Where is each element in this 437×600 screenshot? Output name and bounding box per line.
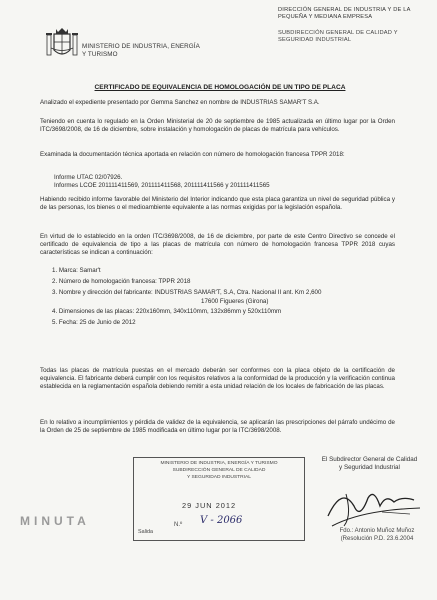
registry-stamp: [133, 457, 305, 541]
signer-name-block: [322, 528, 432, 543]
directorate-general: DIRECCIÓN GENERAL DE INDUSTRIA Y DE LA PEQUEÑA Y MEDIANA EMPRESA: [278, 7, 411, 20]
list-item: 3. Nombre y dirección del fabricante: INDUSTRIAS SAMAR'T, S.A, Ctra. Nacional II ant. Km 2,600: [52, 289, 322, 296]
signature-block: [312, 456, 427, 472]
stamp-date: 29 JUN 2012: [182, 501, 237, 510]
list-item: 1. Marca: Samar't: [52, 267, 101, 274]
paragraph-regulation: Teniendo en cuenta lo regulado en la Orden Ministerial de 20 de septiembre de 1985 actualizada en último lugar por la Orden ITC/3698/2008, de 16 de diciembre, sobre instalación y homologación de placas de matrícula para vehículos.: [40, 118, 395, 134]
signer-role: El Subdirector General de Calidad: [321, 456, 418, 463]
paragraph-intro: Analizado el expediente presentado por Gemma Sanchez en nombre de INDUSTRIAS SAMAR'T S.A.: [40, 99, 320, 106]
paragraph-noncompliance: En lo relativo a incumplimientos y pérdida de validez de la equivalencia, se aplicarán las prescripciones del párrafo undécimo de la Orden de 25 de septiembre de 1985 modificada en último lugar por la ITC/3698/2008.: [40, 419, 395, 435]
report-item: Informe UTAC 02/07926.: [54, 174, 123, 181]
paragraph-concession: En virtud de lo establecido en la orden ITC/3698/2008, de 16 de diciembre, por parte de este Centro Directivo se concede el certificado de equivalencia de tipo a las placas de matrícula con número de homologación francesa TPPR 2018 cuyas características se indican a continuación:: [40, 233, 395, 257]
minuta-watermark: MINUTA: [20, 514, 90, 528]
report-item: Informes LCOE 201111411569, 201111411568, 201111411566 y 201111411565: [54, 182, 270, 190]
list-item: 17600 Figueres (Girona): [201, 298, 269, 305]
stamp-salida: Salida: [138, 529, 153, 535]
subdirectorate: SUBDIRECCIÓN GENERAL DE CALIDAD Y SEGURIDAD INDUSTRIAL: [278, 30, 398, 43]
paragraph-favorable-report: Habiendo recibido informe favorable del Ministerio del Interior indicando que esta placa garantiza un nivel de seguridad pública y de las personas, los bienes o el medioambiente equivalente a las normas exigidas por la legislación española.: [40, 196, 395, 212]
spain-coat-of-arms-icon: [44, 26, 80, 60]
list-item: 5. Fecha: 25 de Junio de 2012: [52, 319, 136, 326]
document-title: CERTIFICADO DE EQUIVALENCIA DE HOMOLOGACIÓN DE UN TIPO DE PLACA: [94, 84, 346, 91]
handwritten-signature: [322, 476, 426, 532]
signer-name: Fdo.: Antonio Muñoz Muñoz: [339, 528, 415, 534]
stamp-line: Y SEGURIDAD INDUSTRIAL: [186, 475, 252, 480]
paragraph-examination: Examinada la documentación técnica aportada en relación con número de homologación francesa TPPR 2018:: [40, 151, 345, 158]
signer-role: y Seguridad Industrial: [339, 464, 400, 471]
paragraph-conformity: Todas las placas de matrícula puestas en el mercado deberán ser conformes con la placa objeto de la certificación de equivalencia. El fabricante deberá cumplir con los requisitos relativos a la conformidad de la producción y la verificación continua establecida en la reglamentación española debiendo remitir a esta unidad relación de los locales de fabricación de las placas.: [40, 367, 395, 391]
list-item: 2. Número de homologación francesa: TPPR 2018: [52, 278, 191, 285]
signer-resolution: (Resolución P.D. 23.6.2004: [340, 535, 414, 542]
stamp-line: SUBDIRECCIÓN GENERAL DE CALIDAD: [172, 468, 266, 473]
reports-list: [54, 174, 394, 190]
characteristics-list: [40, 267, 395, 362]
list-item: 4. Dimensiones de las placas: 220x160mm, 340x110mm, 132x86mm y 520x110mm: [52, 308, 282, 315]
stamp-number-label: N.º: [174, 522, 183, 528]
stamp-line: MINISTERIO DE INDUSTRIA, ENERGÍA Y TURISMO: [160, 461, 278, 466]
stamp-number: V - 2066: [200, 515, 243, 526]
ministry-name: MINISTERIO DE INDUSTRIA, ENERGÍA Y TURISMO: [82, 43, 200, 58]
